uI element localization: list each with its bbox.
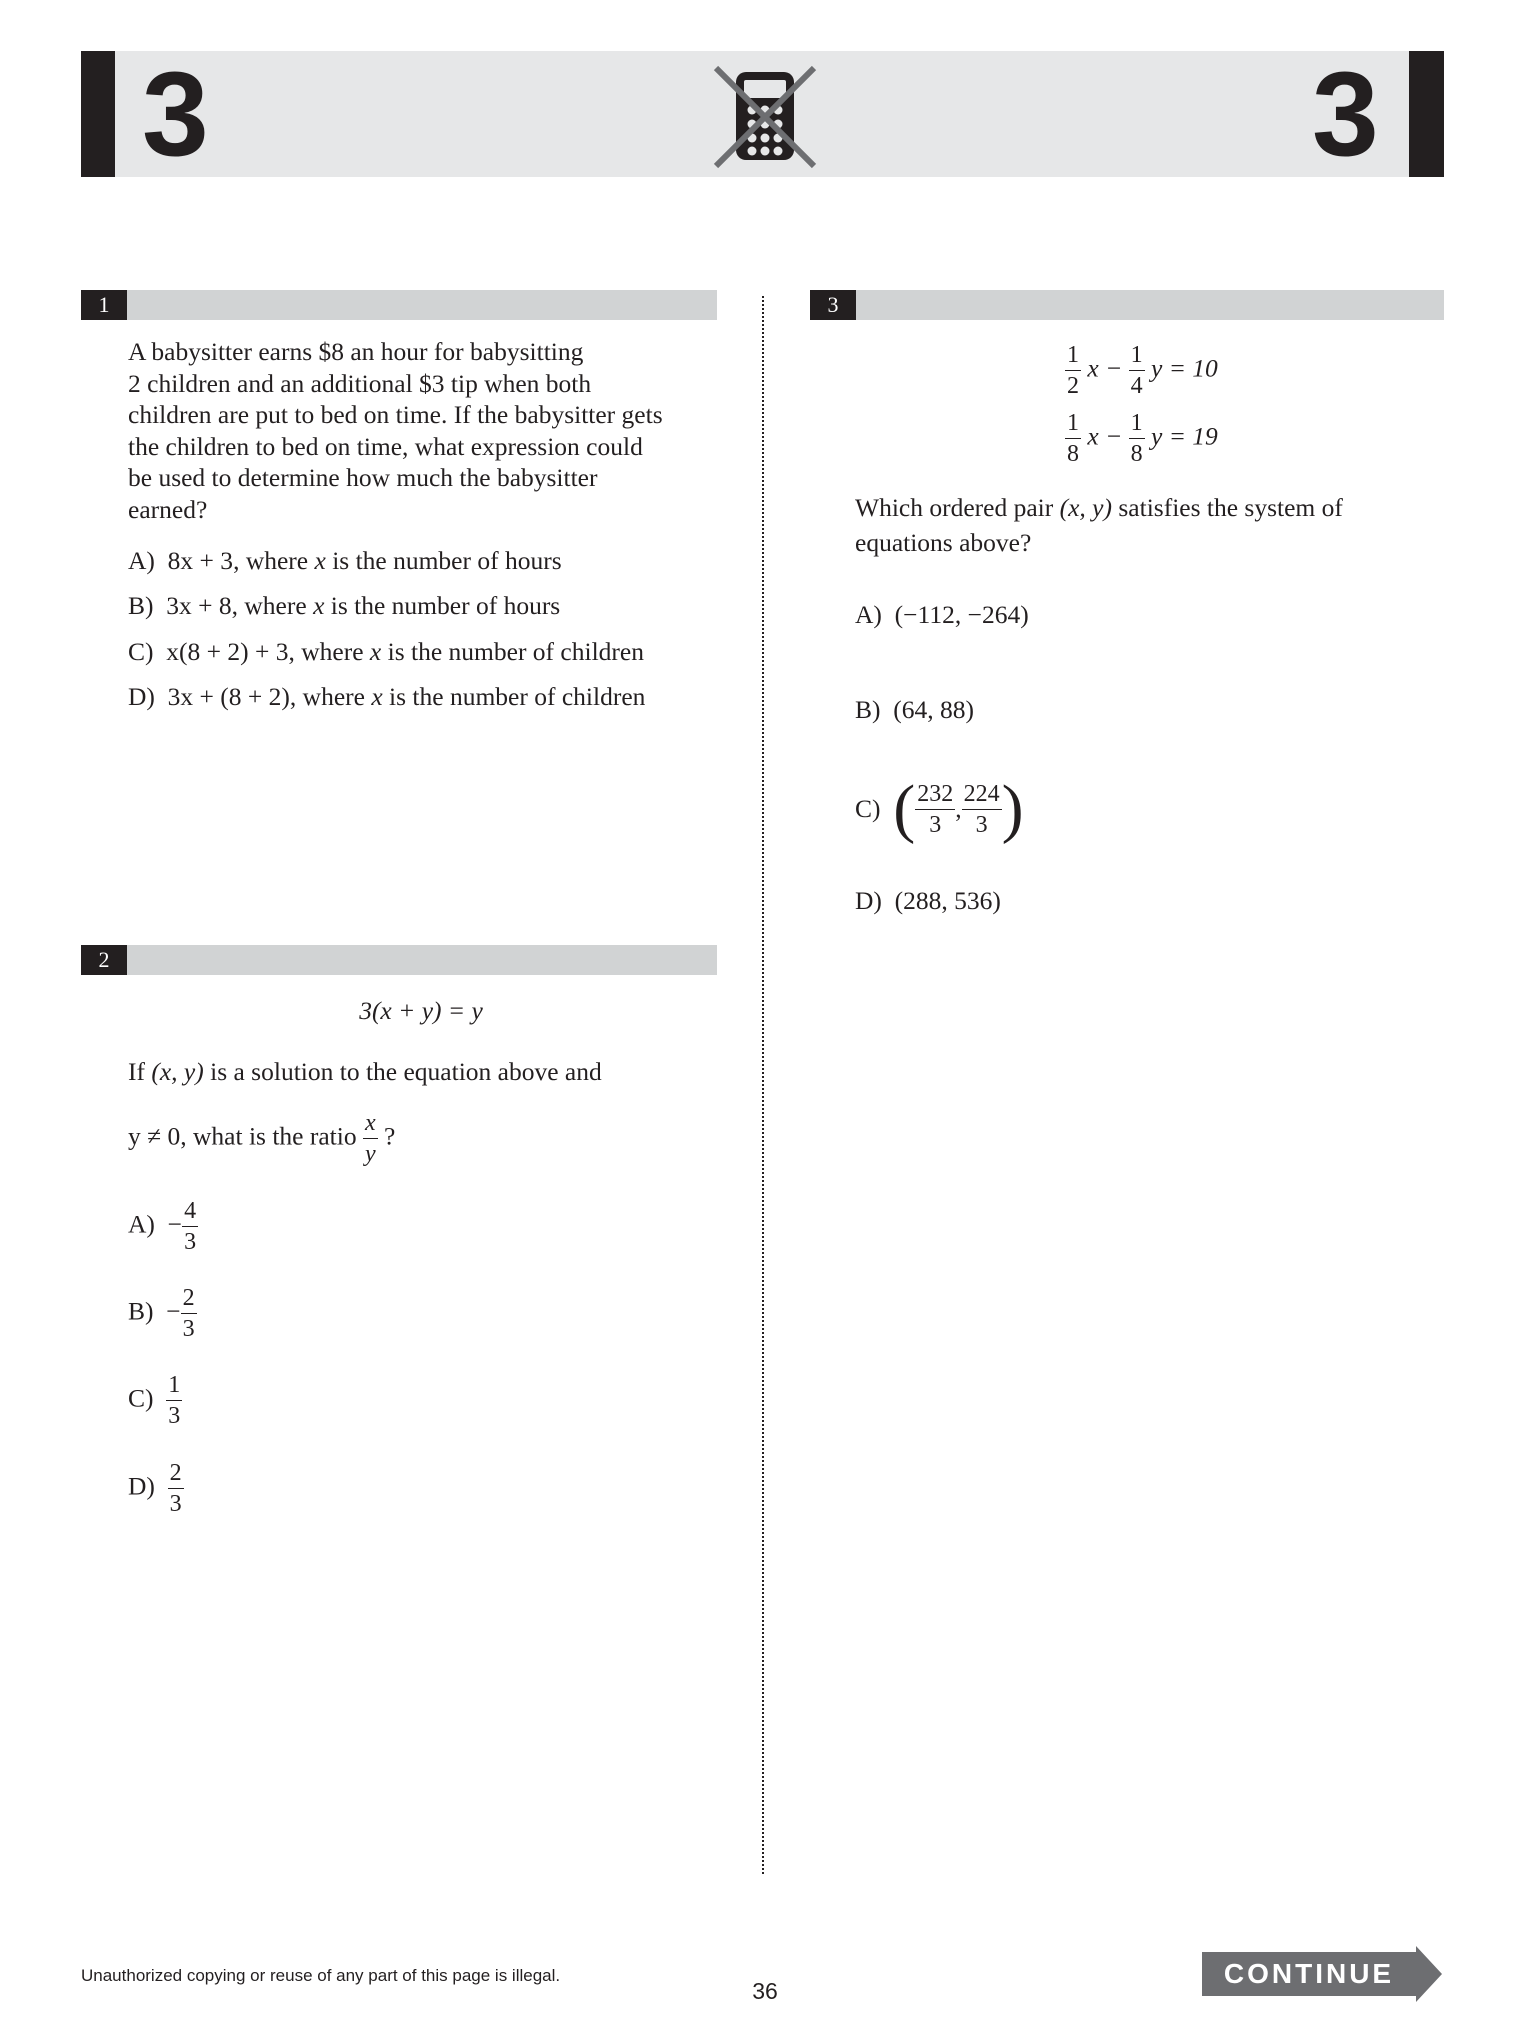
stem-line: earned? xyxy=(128,494,208,524)
header-bar-right xyxy=(1409,51,1444,177)
question-1-header xyxy=(81,290,717,320)
choice-text: is the number of hours xyxy=(324,591,561,620)
stem-text: Which ordered pair xyxy=(855,493,1060,522)
q2-stem-line-1 xyxy=(128,1056,602,1088)
question-2-header xyxy=(81,945,717,975)
choice-letter: C) xyxy=(855,794,881,823)
choice-text: is the number of hours xyxy=(325,546,562,575)
choice-expression: 8x + 3 xyxy=(167,546,234,575)
fraction-denominator: 8 xyxy=(1130,441,1143,467)
q1-choice-d[interactable] xyxy=(128,681,645,713)
fraction-numerator: 1 xyxy=(166,1370,182,1401)
q3-choice-d[interactable] xyxy=(855,885,1001,917)
fraction-denominator: 2 xyxy=(1067,373,1079,399)
choice-fraction xyxy=(962,779,1002,840)
ratio-fraction xyxy=(363,1108,378,1169)
fraction-numerator: 1 xyxy=(1065,408,1081,439)
fraction-denominator: 8 xyxy=(1067,441,1079,467)
choice-fraction xyxy=(166,1370,182,1431)
q2-equation: 3(x + y) = y xyxy=(359,996,483,1025)
choice-letter: D) xyxy=(128,1471,155,1501)
equation-fraction xyxy=(1065,340,1081,401)
choice-text: , where xyxy=(289,682,372,711)
section-number-right: 3 xyxy=(1312,47,1379,181)
choice-letter: A) xyxy=(128,1209,155,1239)
fraction-numerator: 232 xyxy=(915,779,955,810)
choice-text: , where xyxy=(231,591,314,620)
q2-choice-d[interactable] xyxy=(128,1458,184,1519)
stem-line: 2 children and an additional $3 tip when both xyxy=(128,368,592,398)
choice-fraction xyxy=(915,779,955,840)
q1-choice-b[interactable] xyxy=(128,590,560,622)
equation-rhs: y = 19 xyxy=(1151,421,1218,451)
choice-letter: C) xyxy=(128,637,154,666)
choice-variable: x xyxy=(313,591,325,620)
ordered-pair: (x, y) xyxy=(151,1057,204,1086)
copyright-notice: Unauthorized copying or reuse of any part of this page is illegal. xyxy=(81,1966,561,1985)
stem-text: If xyxy=(128,1057,152,1086)
q2-choice-a[interactable] xyxy=(128,1196,198,1257)
q3-stem-line-2: equations above? xyxy=(855,528,1032,557)
choice-letter: B) xyxy=(128,591,154,620)
fraction-numerator: 2 xyxy=(181,1283,197,1314)
choice-text: , where xyxy=(288,637,370,666)
stem-line: the children to bed on time, what expression could xyxy=(128,431,643,461)
equation-term: x − xyxy=(1087,421,1123,451)
fraction-denominator: y xyxy=(364,1141,376,1167)
ordered-pair: (x, y) xyxy=(1059,493,1112,522)
question-number: 3 xyxy=(810,290,856,320)
q2-choice-c[interactable] xyxy=(128,1370,182,1431)
section-number-left: 3 xyxy=(142,47,209,181)
right-paren: ) xyxy=(1001,772,1024,845)
q3-choice-b[interactable] xyxy=(855,694,974,726)
choice-expression: 3x + (8 + 2) xyxy=(167,682,290,711)
choice-letter: D) xyxy=(128,682,155,711)
fraction-denominator: 3 xyxy=(929,811,942,838)
q1-choice-c[interactable] xyxy=(128,636,644,668)
fraction-numerator: 4 xyxy=(182,1196,198,1227)
fraction-denominator: 3 xyxy=(169,1491,182,1517)
equation-term: x − xyxy=(1087,353,1123,383)
choice-variable: x xyxy=(371,682,383,711)
choice-letter: A) xyxy=(855,600,882,629)
choice-text: is the number of children xyxy=(381,637,644,666)
stem-line: A babysitter earns $8 an hour for babysitting xyxy=(128,337,584,366)
question-3-header xyxy=(810,290,1444,320)
choice-expression: x(8 + 2) + 3 xyxy=(166,637,289,666)
stem-text: is a solution to the equation above and xyxy=(203,1057,602,1086)
choice-text: (288, 536) xyxy=(894,886,1001,915)
equation-fraction xyxy=(1129,408,1145,469)
choice-letter: C) xyxy=(128,1383,154,1413)
question-number: 2 xyxy=(81,945,127,975)
equation-fraction xyxy=(1065,408,1081,469)
q3-choice-a[interactable] xyxy=(855,599,1029,631)
choice-letter: D) xyxy=(855,886,882,915)
equation-rhs: y = 10 xyxy=(1151,353,1218,383)
choice-fraction xyxy=(168,1458,184,1519)
choice-fraction xyxy=(182,1196,198,1257)
stem-text: satisfies the system of xyxy=(1112,493,1343,522)
choice-variable: x xyxy=(314,546,326,575)
no-calculator-icon xyxy=(710,62,820,172)
stem-text: y ≠ 0, what is the ratio xyxy=(128,1121,363,1151)
stem-line: children are put to bed on time. If the babysitter gets xyxy=(128,400,663,429)
fraction-denominator: 3 xyxy=(182,1316,195,1342)
choice-sign: − xyxy=(166,1296,181,1326)
fraction-numerator: 224 xyxy=(962,779,1002,810)
choice-sign: − xyxy=(167,1209,183,1239)
equation-fraction xyxy=(1129,340,1145,401)
stem-text: ? xyxy=(384,1121,396,1151)
q2-stem-line-2 xyxy=(128,1108,395,1169)
choice-text: (−112, −264) xyxy=(894,600,1029,629)
choice-text: (64, 88) xyxy=(893,695,974,724)
fraction-denominator: 3 xyxy=(184,1229,197,1255)
fraction-numerator: 1 xyxy=(1129,408,1145,439)
choice-letter: B) xyxy=(128,1296,154,1326)
q3-equation-2 xyxy=(1065,408,1218,469)
choice-letter: A) xyxy=(128,546,155,575)
fraction-numerator: 2 xyxy=(168,1458,184,1489)
choice-text: is the number of children xyxy=(382,682,646,711)
fraction-numerator: 1 xyxy=(1065,340,1081,371)
q3-stem-line-1 xyxy=(855,492,1343,524)
continue-button-label[interactable]: CONTINUE xyxy=(1223,1958,1395,1989)
q3-equation-1 xyxy=(1065,340,1218,401)
left-paren: ( xyxy=(893,772,916,845)
page-number: 36 xyxy=(752,1978,778,2004)
q2-choice-b[interactable] xyxy=(128,1283,197,1344)
fraction-numerator: x xyxy=(363,1108,378,1139)
question-1-stem xyxy=(128,336,728,525)
q3-choice-c[interactable] xyxy=(855,772,1024,845)
q1-choice-a[interactable] xyxy=(128,545,562,577)
column-divider xyxy=(762,296,764,1874)
header-bar-left xyxy=(81,51,115,177)
choice-variable: x xyxy=(369,637,382,666)
choice-expression: 3x + 8 xyxy=(166,591,232,620)
fraction-denominator: 3 xyxy=(975,811,988,838)
question-number: 1 xyxy=(81,290,127,320)
stem-line: be used to determine how much the babysitter xyxy=(128,463,598,492)
fraction-denominator: 3 xyxy=(168,1403,181,1429)
comma: , xyxy=(955,794,962,823)
fraction-numerator: 1 xyxy=(1129,340,1145,371)
choice-fraction xyxy=(181,1283,197,1344)
choice-text: , where xyxy=(233,546,315,575)
choice-letter: B) xyxy=(855,695,881,724)
fraction-denominator: 4 xyxy=(1130,373,1143,399)
